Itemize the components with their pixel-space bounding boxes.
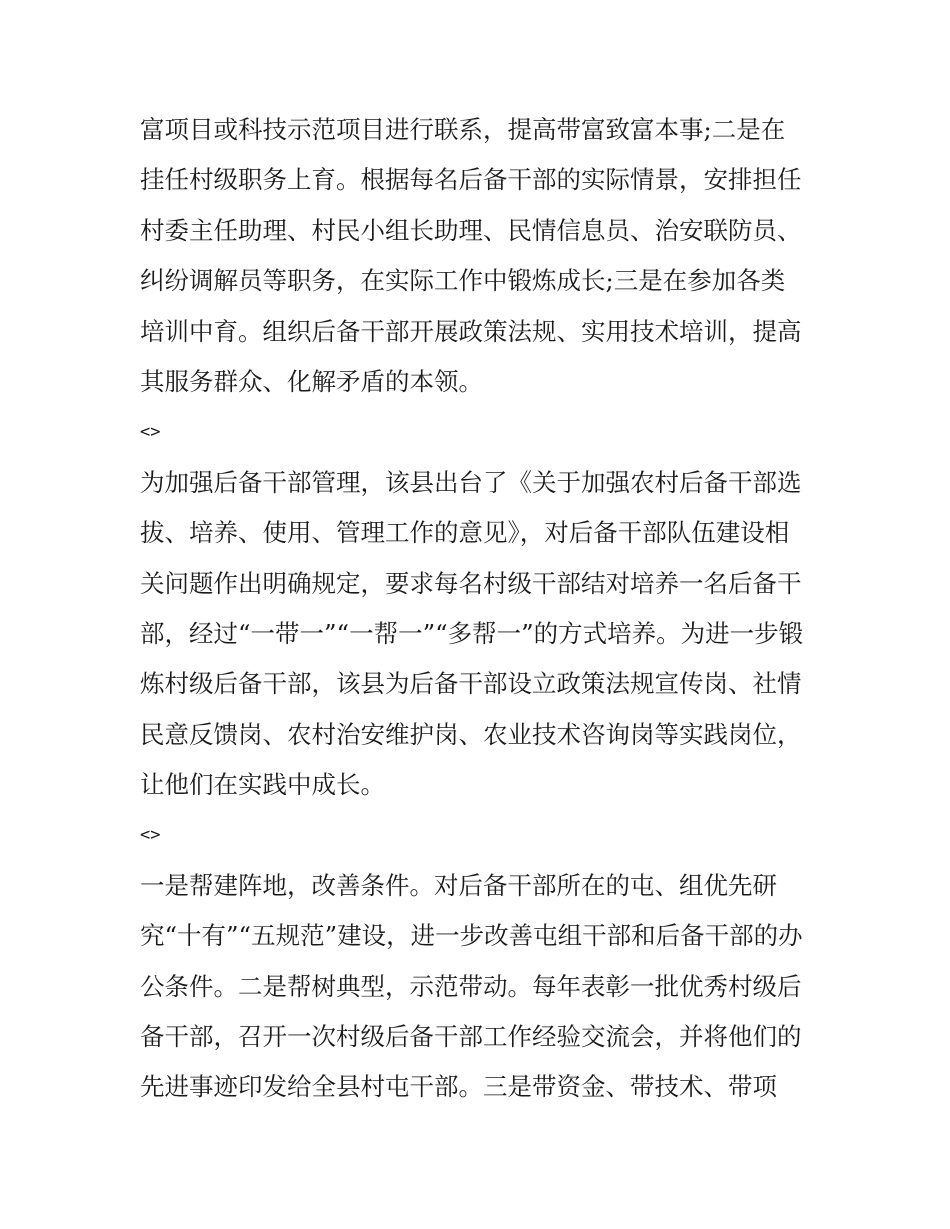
text-line: 先进事迹印发给全县村屯干部。三是带资金、带技术、带项 [140,1072,777,1102]
paragraph [140,458,820,811]
text-line: 培训中育。组织后备干部开展政策法规、实用技术培训，提高 [140,316,802,346]
text-line: 部，经过“一带一”“一帮一”“多帮一”的方式培养。为进一步锻 [140,618,804,648]
text-line: 村委主任助理、村民小组长助理、民情信息员、治安联防员、 [140,215,802,245]
text-line: 其服务群众、化解矛盾的本领。 [140,366,483,396]
paragraph [140,861,820,1113]
text-line: 炼村级后备干部，该县为后备干部设立政策法规宣传岗、社情 [140,669,802,699]
section-separator: <> [140,422,161,443]
text-line: 一是帮建阵地，改善条件。对后备干部所在的屯、组优先研 [140,870,777,900]
paragraph [140,105,820,407]
document-body [140,105,820,1113]
text-line: 关问题作出明确规定，要求每名村级干部结对培养一名后备干 [140,568,802,598]
text-line: 为加强后备干部管理，该县出台了《关于加强农村后备干部选 [140,467,802,497]
text-line: 备干部，召开一次村级后备干部工作经验交流会，并将他们的 [140,1022,802,1052]
text-line: 纠纷调解员等职务，在实际工作中锻炼成长;三是在参加各类 [140,266,786,296]
section-separator: <> [140,825,161,846]
text-line: 公条件。二是帮树典型，示范带动。每年表彰一批优秀村级后 [140,971,802,1001]
text-line: 富项目或科技示范项目进行联系，提高带富致富本事;二是在 [140,115,786,144]
text-line: 拔、培养、使用、管理工作的意见》，对后备干部队伍建设相 [140,518,790,548]
text-line: 民意反馈岗、农村治安维护岗、农业技术咨询岗等实践岗位， [140,719,802,749]
text-line: 让他们在实践中成长。 [140,770,385,800]
text-line: 究“十有”“五规范”建设，进一步改善屯组干部和后备干部的办 [140,921,803,951]
text-line: 挂任村级职务上育。根据每名后备干部的实际情景，安排担任 [140,165,802,195]
